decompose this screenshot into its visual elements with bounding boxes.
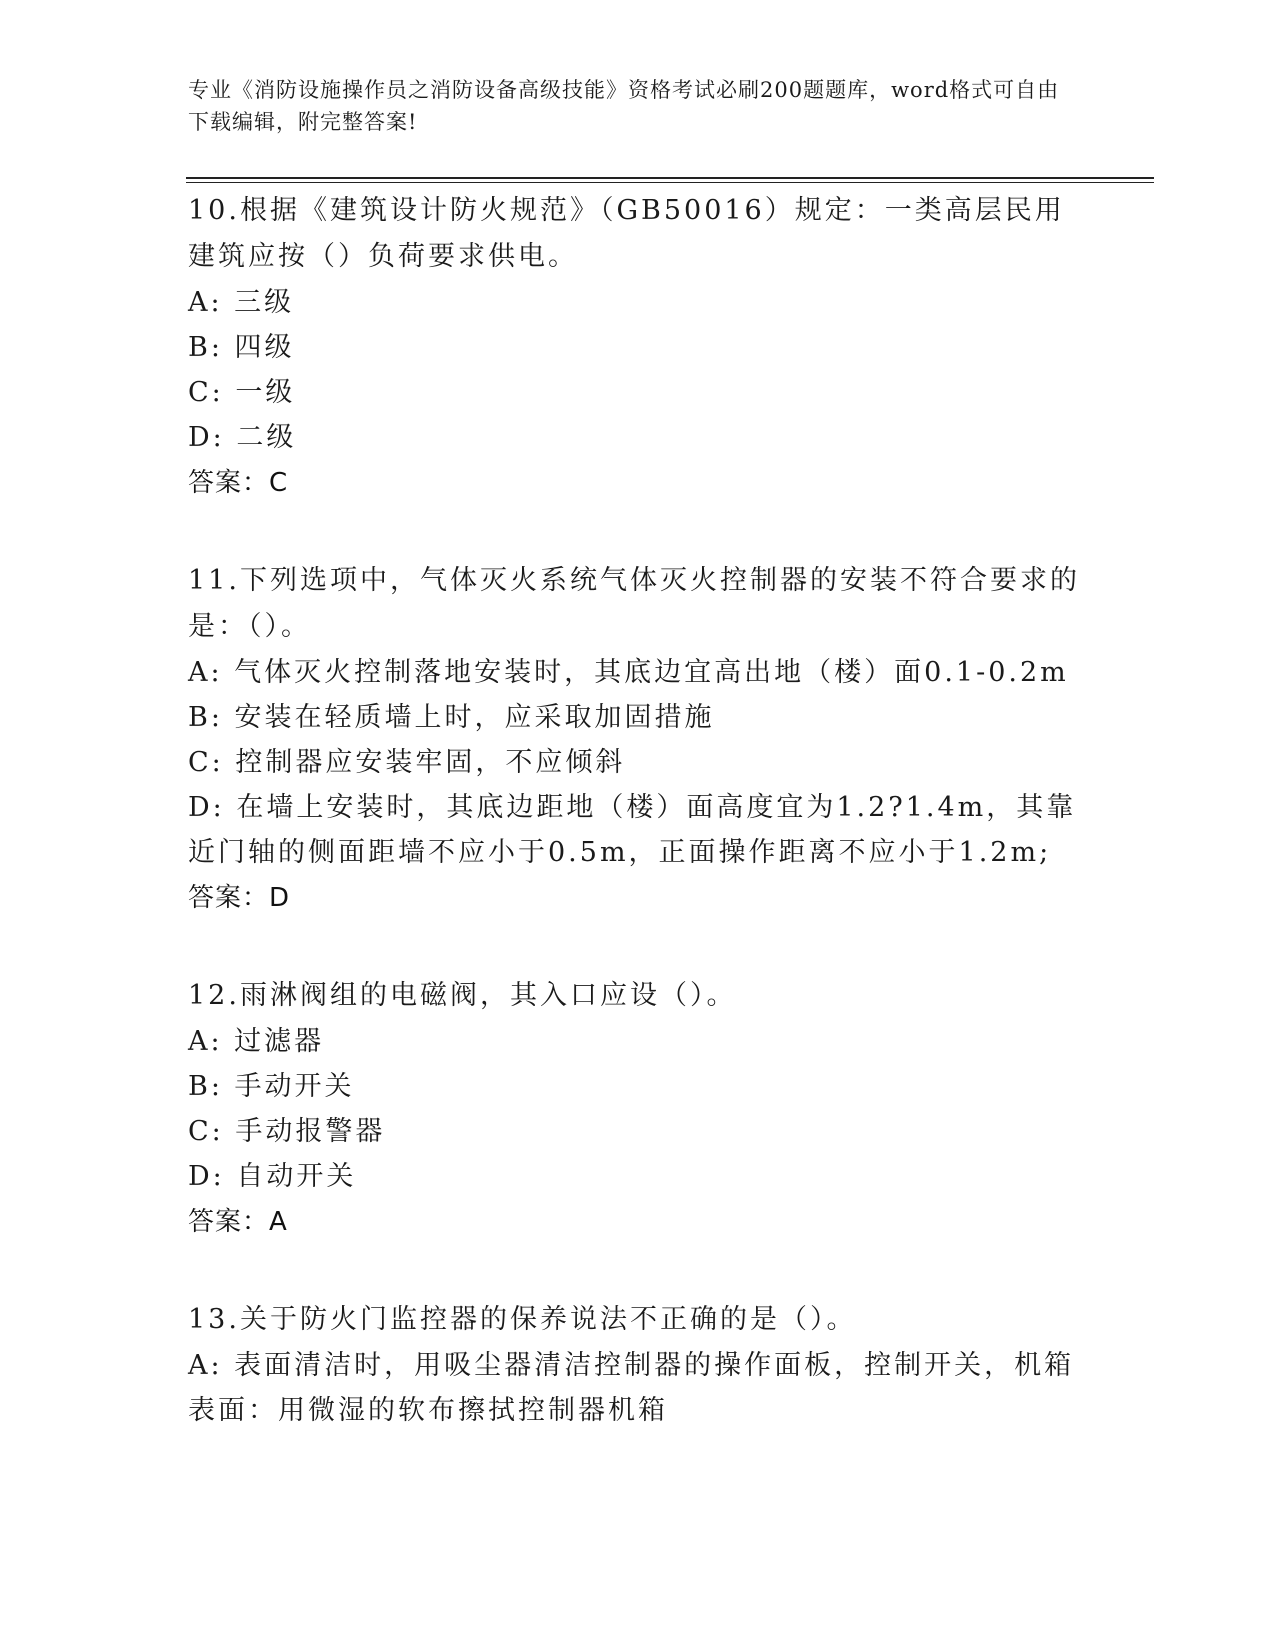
option-a: A: 表面清洁时，用吸尘器清洁控制器的操作面板，控制开关，机箱表面：用微湿的软布擦拭控制器机箱 — [188, 1350, 1075, 1426]
header-rule-thick — [186, 177, 1154, 179]
question-stem: 10.根据《建筑设计防火规范》（GB50016）规定：一类高层民用建筑应按（）负荷要求供电。 — [188, 195, 1065, 272]
answer: 答案：D — [188, 883, 291, 913]
option-d: D: 在墙上安装时，其底边距地（楼）面高度宜为1.2?1.4m，其靠近门轴的侧面距墙不应小于0.5m，正面操作距离不应小于1.2m; — [188, 792, 1077, 868]
question-stem: 11.下列选项中，气体灭火系统气体灭火控制器的安装不符合要求的是：（）。 — [188, 565, 1080, 642]
question-13 — [188, 1297, 1088, 1433]
option-c: C: 控制器应安装牢固，不应倾斜 — [188, 747, 626, 778]
option-a: A: 三级 — [188, 287, 295, 318]
question-12 — [188, 973, 1088, 1245]
option-a: A: 过滤器 — [188, 1026, 325, 1057]
answer: 答案：A — [188, 1207, 288, 1237]
option-c: C: 手动报警器 — [188, 1116, 386, 1147]
header-rule-thin — [186, 182, 1154, 183]
option-b: B: 手动开关 — [188, 1071, 355, 1102]
option-a: A: 气体灭火控制落地安装时，其底边宜高出地（楼）面0.1-0.2m — [188, 657, 1069, 688]
question-11 — [188, 558, 1088, 921]
option-b: B: 四级 — [188, 332, 295, 363]
option-c: C: 一级 — [188, 377, 296, 408]
question-stem: 13.关于防火门监控器的保养说法不正确的是（）。 — [188, 1304, 857, 1335]
option-b: B: 安装在轻质墙上时，应采取加固措施 — [188, 702, 715, 733]
answer: 答案：C — [188, 468, 289, 498]
question-list — [188, 188, 1088, 1485]
question-stem: 12.雨淋阀组的电磁阀，其入口应设（）。 — [188, 980, 737, 1011]
option-d: D: 自动开关 — [188, 1161, 357, 1192]
header-note: 专业《消防设施操作员之消防设备高级技能》资格考试必刷200题题库，word格式可自由下载编辑，附完整答案! — [188, 78, 1060, 134]
option-d: D: 二级 — [188, 422, 297, 453]
question-10 — [188, 188, 1088, 506]
